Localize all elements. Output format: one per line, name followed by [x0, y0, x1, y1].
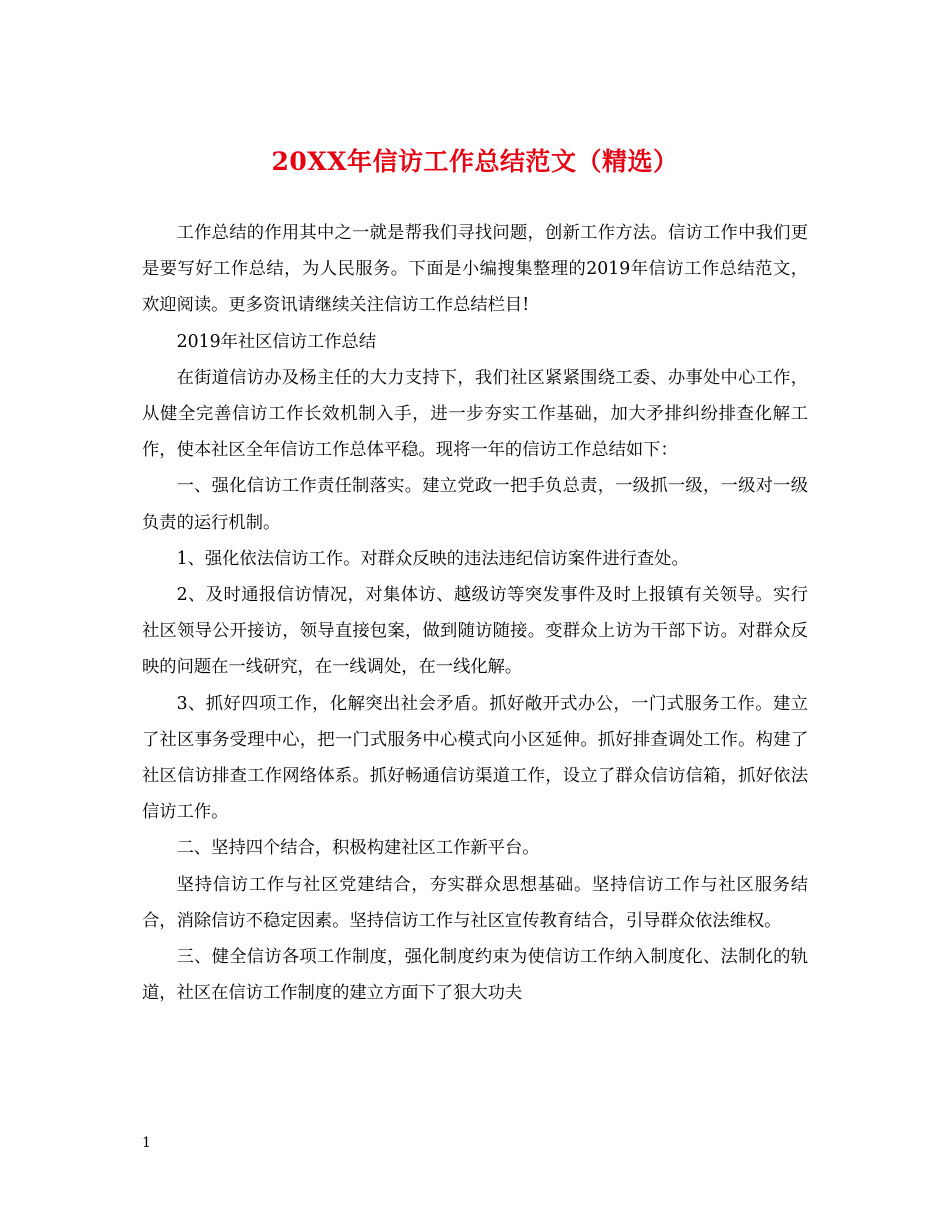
body-paragraph: 二、坚持四个结合，积极构建社区工作新平台。: [176, 838, 540, 859]
body-paragraph: 三、健全信访各项工作制度，强化制度约束为使信访工作纳入制度化、法制化的轨道，社区在信访工作制度的建立方面下了狠大功夫: [142, 947, 808, 1004]
document-body: [142, 215, 808, 1011]
intro-paragraph: 工作总结的作用其中之一就是帮我们寻找问题，创新工作方法。信访工作中我们更是要写好工作总结，为人民服务。下面是小编搜集整理的2019年信访工作总结范文，欢迎阅读。更多资讯请继续关注信访工作总结栏目!: [142, 223, 808, 316]
document-title: 20XX年信访工作总结范文（精选）: [271, 147, 679, 176]
body-paragraph: 坚持信访工作与社区党建结合，夯实群众思想基础。坚持信访工作与社区服务结合，消除信访不稳定因素。坚持信访工作与社区宣传教育结合，引导群众依法维权。: [142, 874, 808, 931]
body-paragraph: 3、抓好四项工作，化解突出社会矛盾。抓好敞开式办公，一门式服务工作。建立了社区事务受理中心，把一门式服务中心模式向小区延伸。抓好排查调处工作。构建了社区信访排查工作网络体系。抓好畅通信访渠道工作，设立了群众信访信箱，抓好依法信访工作。: [142, 693, 808, 823]
section-heading: 2019年社区信访工作总结: [176, 331, 377, 352]
body-paragraph: 在街道信访办及杨主任的大力支持下，我们社区紧紧围绕工委、办事处中心工作，从健全完善信访工作长效机制入手，进一步夯实工作基础，加大矛排纠纷排查化解工作，使本社区全年信访工作总体平稳。现将一年的信访工作总结如下：: [142, 367, 808, 461]
body-paragraph: 1、强化依法信访工作。对群众反映的违法违纪信访案件进行查处。: [176, 548, 689, 569]
page-number: 1: [142, 1135, 151, 1151]
body-paragraph: 一、强化信访工作责任制落实。建立党政一把手负总责，一级抓一级，一级对一级负责的运行机制。: [142, 476, 808, 533]
body-paragraph: 2、及时通报信访情况，对集体访、越级访等突发事件及时上报镇有关领导。实行社区领导公开接访，领导直接包案，做到随访随接。变群众上访为干部下访。对群众反映的问题在一线研究，在一线调处，在一线化解。: [142, 585, 808, 678]
